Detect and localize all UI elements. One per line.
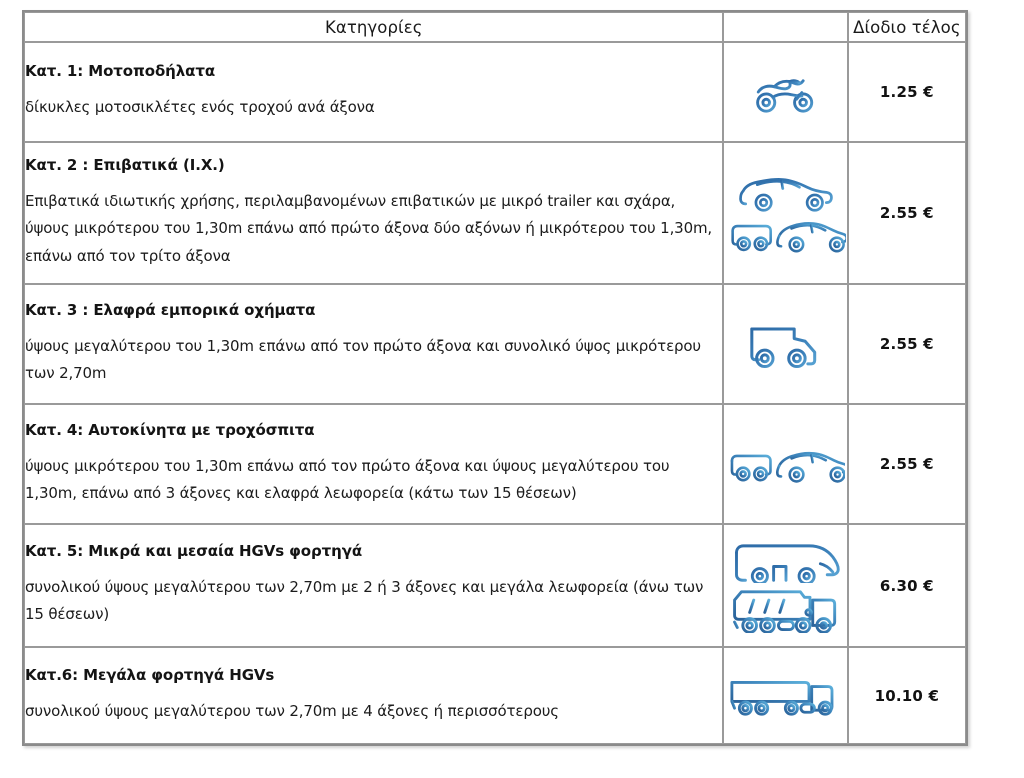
category-description: ύψους μικρότερου του 1,30m επάνω από τον πρώτο άξονα και ύψους μεγαλύτερου του 1,30m, επάνω από 3 άξονες και ελαφρά λεωφορεία (κάτω των 15 θέσεων)	[25, 456, 670, 502]
toll-cell-5: 6.30 €	[848, 524, 966, 647]
toll-cell-1: 1.25 €	[848, 42, 966, 142]
category-cell-2	[24, 142, 723, 284]
category-description: ύψους μεγαλύτερου του 1,30m επάνω από τον πρώτο άξονα και συνολικό ύψος μικρότερου των 2,70m	[25, 336, 701, 382]
header-icon-column	[723, 12, 847, 42]
table-row	[24, 524, 966, 647]
icon-cell-6	[723, 647, 847, 744]
category-title: Κατ. 1: Μοτοποδήλατα	[25, 62, 216, 81]
toll-cell-2: 2.55 €	[848, 142, 966, 284]
icon-cell-3	[723, 284, 847, 404]
category-cell-1	[24, 42, 723, 142]
table-body	[24, 42, 966, 744]
category-title: Κατ. 2 : Επιβατικά (Ι.Χ.)	[25, 156, 225, 175]
header-categories: Κατηγορίες	[24, 12, 723, 42]
bus-icon	[730, 539, 842, 583]
toll-cell-4: 2.55 €	[848, 404, 966, 524]
category-title: Κατ. 3 : Ελαφρά εμπορικά οχήματα	[25, 300, 316, 319]
header-row	[24, 12, 966, 42]
dump-truck-icon	[727, 585, 845, 633]
category-title: Κατ.6: Μεγάλα φορτηγά HGVs	[25, 665, 275, 684]
car-icon	[738, 173, 834, 213]
toll-categories-table	[22, 10, 968, 746]
van-icon	[745, 318, 827, 370]
table-row	[24, 42, 966, 142]
icon-cell-1	[723, 42, 847, 142]
toll-cell-6: 10.10 €	[848, 647, 966, 744]
car-with-trailer-icon	[726, 215, 846, 253]
category-cell-6	[24, 647, 723, 744]
category-cell-3	[24, 284, 723, 404]
category-description: συνολικού ύψους μεγαλύτερου των 2,70m με 4 άξονες ή περισσότερους	[25, 701, 559, 720]
table-row	[24, 647, 966, 744]
category-description: συνολικού ύψους μεγαλύτερου των 2,70m με 2 ή 3 άξονες και μεγάλα λεωφορεία (άνω των 15 θέσεων)	[25, 578, 704, 624]
table-row	[24, 404, 966, 524]
car-towing-caravan-icon	[727, 440, 845, 488]
category-title: Κατ. 4: Αυτοκίνητα με τροχόσπιτα	[25, 420, 315, 439]
motorcycle-icon	[753, 68, 819, 116]
icon-cell-5	[723, 524, 847, 647]
table-header	[24, 12, 966, 42]
category-title: Κατ. 5: Μικρά και μεσαία HGVs φορτηγά	[25, 542, 363, 561]
icon-cell-2	[723, 142, 847, 284]
category-description: Επιβατικά ιδιωτικής χρήσης, περιλαμβανομένων επιβατικών με μικρό trailer και σχάρα, ύψους μικρότερου του 1,30m επάνω από πρώτο άξονα δύο αξόνων ή μικρότερου του 1,30m, επάνω από τον τρίτο άξονα	[25, 191, 713, 265]
toll-cell-3: 2.55 €	[848, 284, 966, 404]
category-cell-5	[24, 524, 723, 647]
table-row	[24, 142, 966, 284]
articulated-truck-icon	[725, 673, 847, 719]
category-cell-4	[24, 404, 723, 524]
table-row	[24, 284, 966, 404]
icon-cell-4	[723, 404, 847, 524]
category-description: δίκυκλες μοτοσικλέτες ενός τροχού ανά άξονα	[25, 98, 375, 117]
header-toll: Δίοδιο τέλος	[848, 12, 966, 42]
